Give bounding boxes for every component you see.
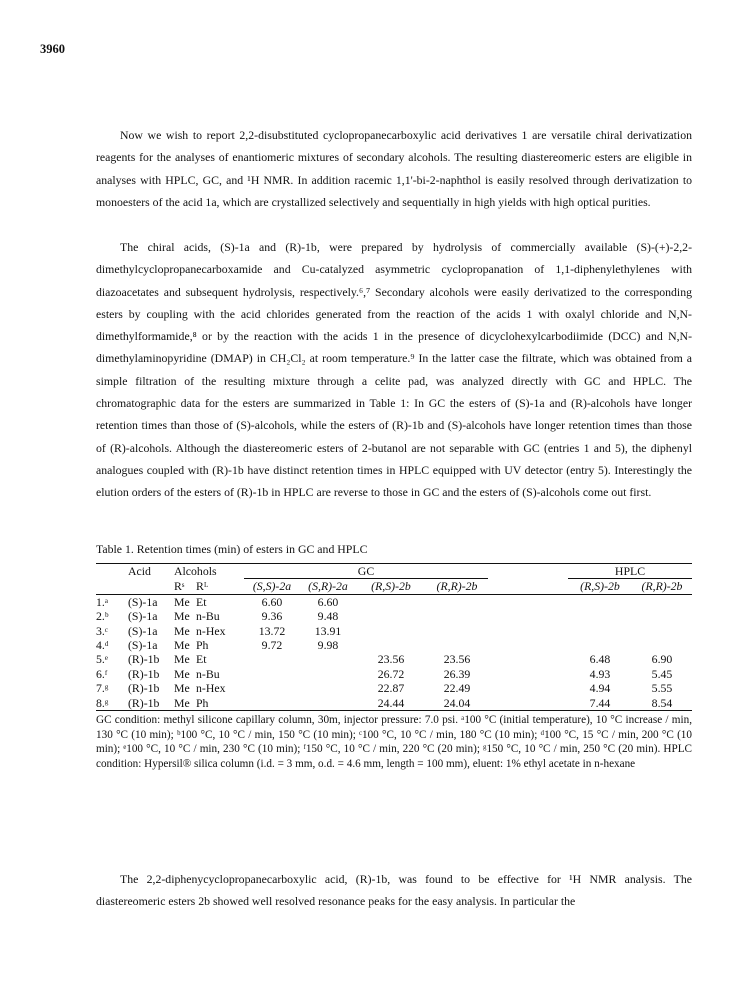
rs2b-hplc-cell xyxy=(568,609,632,623)
table-row xyxy=(96,609,692,623)
rs2b-hplc-cell: 4.93 xyxy=(589,666,611,681)
ss2a-cell: 9.36 xyxy=(261,609,283,624)
rs2b-gc-cell: 26.72 xyxy=(377,666,405,681)
entry-cell: 1.ᵃ xyxy=(96,594,109,609)
alcohols-header: Alcohols xyxy=(174,564,244,579)
acid-header: Acid xyxy=(128,564,174,579)
paragraph-nmr: The 2,2-diphenycyclopropanecarboxylic acid, (R)-1b, was found to be effective for ¹H NMR analysis. The diastereomeric esters 2b showed well resolved resonance peaks for the easy analysis. In particular the xyxy=(96,872,692,909)
table-footnote: GC condition: methyl silicone capillary column, 30m, injector pressure: 7.0 psi. ᵃ100 °C (initial temperature), 10 °C increase / min, 130 °C (10 min); ᵇ100 °C, 10 °C / min, 150 °C (10 min); ᶜ100 °C, 10 °C / min, 180 °C (10 min); ᵈ100 °C, 15 °C / min, 200 °C (10 min); ᵉ100 °C, 10 °C / min, 230 °C (10 min); ᶠ150 °C, 10 °C / min, 220 °C (20 min); ᵍ150 °C, 10 °C / min, 250 °C (20 min). HPLC condition: Hypersil® silica column (i.d. = 3 mm, o.d. = 4.6 mm, length = 100 mm), eluent: 1% ethyl acetate in n-hexane xyxy=(96,714,692,770)
rs2b-hplc-header: (R,S)-2b xyxy=(568,579,632,594)
sr2a-cell: 9.48 xyxy=(317,609,339,624)
rs2b-hplc-cell: 6.48 xyxy=(589,652,611,667)
rr2b-gc-cell: 24.04 xyxy=(426,696,488,711)
spacer-cell xyxy=(488,638,568,652)
rr2b-gc-cell xyxy=(426,624,488,638)
rs-cell: Me xyxy=(174,638,190,653)
table-row xyxy=(96,652,692,666)
rr2b-hplc-header: (R,R)-2b xyxy=(632,579,692,594)
sub-header-blank-2 xyxy=(128,579,174,594)
rs-cell: Me xyxy=(174,609,190,624)
rl-cell: n-Hex xyxy=(196,681,226,696)
rs2b-gc-cell: 23.56 xyxy=(377,652,405,667)
gc-header: GC xyxy=(244,564,488,579)
spacer-cell xyxy=(488,594,568,609)
rl-cell: Et xyxy=(196,594,207,609)
sr2a-cell: 13.91 xyxy=(314,623,342,638)
rs2b-hplc-cell xyxy=(568,638,632,652)
rr2b-gc-cell xyxy=(426,638,488,652)
sr2a-cell xyxy=(300,681,356,695)
rs-header: Rˢ xyxy=(174,579,196,594)
rr2b-gc-cell xyxy=(426,594,488,609)
rl-cell: n-Hex xyxy=(196,623,226,638)
table-row xyxy=(96,681,692,695)
page-number: 3960 xyxy=(40,42,65,56)
table-row xyxy=(96,638,692,652)
rr2b-gc-cell: 26.39 xyxy=(443,666,471,681)
table-row xyxy=(96,696,692,711)
rs2b-gc-cell xyxy=(356,638,426,652)
acid-cell: (S)-1a xyxy=(128,638,158,653)
rs-cell: Me xyxy=(174,666,190,681)
rr2b-hplc-cell: 5.45 xyxy=(651,666,673,681)
rr2b-gc-cell: 23.56 xyxy=(443,652,471,667)
spacer-cell xyxy=(488,652,568,666)
rs2b-hplc-cell: 4.94 xyxy=(589,681,611,696)
rs-cell: Me xyxy=(174,594,190,609)
sr2a-cell xyxy=(300,696,356,711)
table-group-header-row xyxy=(96,564,692,579)
rr2b-gc-cell: 22.49 xyxy=(443,681,471,696)
rs2b-hplc-cell xyxy=(568,594,632,609)
spacer-cell xyxy=(488,681,568,695)
rs2b-gc-cell: 22.87 xyxy=(377,681,405,696)
acid-cell: (R)-1b xyxy=(128,652,160,667)
sr2a-cell xyxy=(300,652,356,666)
entry-cell: 5.ᵉ xyxy=(96,652,108,667)
table-caption: Table 1. Retention times (min) of esters in GC and HPLC xyxy=(96,542,368,556)
acid-cell: (R)-1b xyxy=(128,696,174,711)
ss2a-cell xyxy=(244,652,300,666)
entry-cell: 2.ᵇ xyxy=(96,609,109,624)
acid-cell: (S)-1a xyxy=(128,623,158,638)
sub-header-blank-1 xyxy=(96,579,128,594)
rr2b-hplc-cell: 6.90 xyxy=(651,652,673,667)
sr2a-cell: 9.98 xyxy=(317,638,339,653)
rs2b-gc-cell xyxy=(356,594,426,609)
acid-cell: (R)-1b xyxy=(128,681,160,696)
rs2b-gc-cell xyxy=(356,624,426,638)
rs2b-gc-cell xyxy=(356,609,426,623)
rr2b-hplc-cell xyxy=(632,624,692,638)
rl-cell: n-Bu xyxy=(196,666,220,681)
spacer-cell xyxy=(488,696,568,711)
ss2a-cell: 13.72 xyxy=(258,623,286,638)
rs-cell: Me xyxy=(174,696,196,711)
acid-cell: (R)-1b xyxy=(128,666,160,681)
rr2b-hplc-cell xyxy=(632,638,692,652)
rl-cell: Et xyxy=(196,652,207,667)
sub-header-blank-3 xyxy=(488,579,568,594)
table-row xyxy=(96,624,692,638)
paragraph-intro: Now we wish to report 2,2-disubstituted cyclopropanecarboxylic acid derivatives 1 are versatile chiral derivatization reagents for the analyses of enantiomeric mixtures of secondary alcohols. The resulting diastereomeric esters are eligible in analyses with HPLC, GC, and ¹H NMR. In addition racemic 1,1'-bi-2-naphthol is easily resolved through derivatization to monoesters of the acid 1a, which are crystallized selectively and sequentially in high yields with high optical purities. xyxy=(96,128,692,209)
entry-cell: 3.ᶜ xyxy=(96,623,108,638)
entry-cell: 4.ᵈ xyxy=(96,638,109,653)
paragraph-methods: The chiral acids, (S)-1a and (R)-1b, were prepared by hydrolysis of commercially available (S)-(+)-2,2-dimethylcyclopropanecarboxamide and Cu-catalyzed asymmetric cyclopropanation of 1,1-diphenylethylenes with diazoacetates and subsequent hydrolysis, respectively.⁶,⁷ Secondary alcohols were easily derivatized to the corresponding esters by coupling with the acid chlorides generated from the reaction of the acids 1 with oxalyl chloride and N,N-dimethylformamide,⁸ or by the reaction with the acids 1 in the presence of dicyclohexylcarbodiimide (DCC) and N,N-dimethylaminopyridine (DMAP) in CH₂Cl₂ at room temperature.⁹ In the latter case the filtrate, which was obtained from a simple filtration of the resulting mixture through a celite pad, was analyzed directly with GC and HPLC. The chromatographic data for the esters are summarized in Table 1: In GC the esters of (S)-1a and (R)-alcohols have longer retention times than those of (S)-alcohols, while the esters of (R)-1b and (S)-alcohols have longer retention times than those of (R)-alcohols. Although the diastereomeric esters of 2-butanol are not separable with GC (entries 1 and 5), the diphenyl analogues coupled with (R)-1b have distinct retention times in HPLC equipped with UV detector (entry 5). Interestingly the elution orders of the esters of (R)-1b in HPLC are reverse to those in GC and the esters of (S)-alcohols come out first. xyxy=(96,240,692,500)
rs2b-gc-header: (R,S)-2b xyxy=(356,579,426,594)
ss2a-cell xyxy=(244,696,300,711)
ss2a-cell xyxy=(244,667,300,681)
ss2a-header: (S,S)-2a xyxy=(244,579,300,594)
spacer-cell xyxy=(488,667,568,681)
rs2b-hplc-cell xyxy=(568,624,632,638)
rs-cell: Me xyxy=(174,652,190,667)
acid-cell: (S)-1a xyxy=(128,609,158,624)
sr2a-header: (S,R)-2a xyxy=(300,579,356,594)
rs-cell: Me xyxy=(174,623,190,638)
rs2b-gc-cell: 24.44 xyxy=(356,696,426,711)
entry-cell: 7.ᵍ xyxy=(96,681,109,696)
entry-header xyxy=(96,564,128,579)
spacer-header xyxy=(488,564,568,579)
rr2b-hplc-cell xyxy=(632,609,692,623)
rs-cell: Me xyxy=(174,681,190,696)
rl-cell: Ph xyxy=(196,696,244,711)
rr2b-gc-header: (R,R)-2b xyxy=(426,579,488,594)
spacer-cell xyxy=(488,624,568,638)
acid-cell: (S)-1a xyxy=(128,594,158,609)
rl-header: Rᴸ xyxy=(196,579,244,594)
entry-cell: 8.ᵍ xyxy=(96,696,128,711)
rr2b-hplc-cell: 8.54 xyxy=(632,696,692,711)
table-row xyxy=(96,667,692,681)
table-row xyxy=(96,594,692,609)
ss2a-cell: 9.72 xyxy=(261,638,283,653)
entry-cell: 6.ᶠ xyxy=(96,666,108,681)
table-sub-header-row xyxy=(96,579,692,594)
rs2b-hplc-cell: 7.44 xyxy=(568,696,632,711)
retention-table xyxy=(96,563,692,771)
sr2a-cell: 6.60 xyxy=(317,594,339,609)
rl-cell: n-Bu xyxy=(196,609,220,624)
rr2b-hplc-cell: 5.55 xyxy=(651,681,673,696)
hplc-header: HPLC xyxy=(568,564,692,579)
sr2a-cell xyxy=(300,667,356,681)
rr2b-gc-cell xyxy=(426,609,488,623)
ss2a-cell xyxy=(244,681,300,695)
ss2a-cell: 6.60 xyxy=(261,594,283,609)
rr2b-hplc-cell xyxy=(632,594,692,609)
rl-cell: Ph xyxy=(196,638,209,653)
spacer-cell xyxy=(488,609,568,623)
